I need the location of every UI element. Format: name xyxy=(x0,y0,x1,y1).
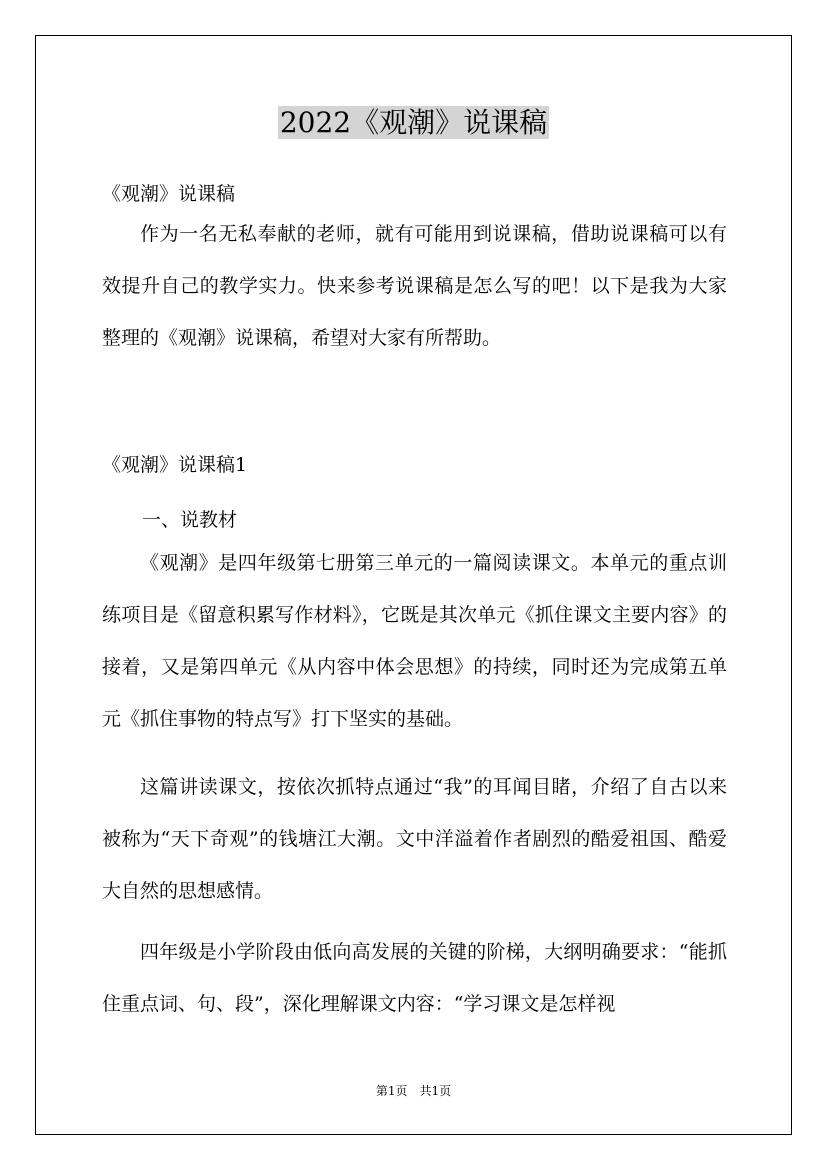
body-paragraph-1: 《观潮》是四年级第七册第三单元的一篇阅读课文。本单元的重点训练项目是《留意积累写作材料》，它既是其次单元《抓住课文主要内容》的接着，又是第四单元《从内容中体会思想》的持续，同时还为完成第五单元《抓住事物的特点写》打下坚实的基础。 xyxy=(102,552,727,730)
document-title-text: 2022《观潮》说课稿 xyxy=(279,106,548,139)
intro-paragraph: 作为一名无私奉献的老师，就有可能用到说课稿，借助说课稿可以有效提升自己的教学实力。快来参考说课稿是怎么写的吧！以下是我为大家整理的《观潮》说课稿，希望对大家有所帮助。 xyxy=(102,223,727,349)
body-paragraph-3: 四年级是小学阶段由低向高发展的关键的阶梯，大纲明确要求：“能抓住重点词、句、段”，深化理解课文内容：“学习课文是怎样视 xyxy=(102,941,727,1015)
body-paragraph-2: 这篇讲读课文，按依次抓特点通过“我”的耳闻目睹，介绍了自古以来被称为“天下奇观”的钱塘江大潮。文中洋溢着作者剧烈的酷爱祖国、酷爱大自然的思想感情。 xyxy=(102,776,727,902)
document-subtitle: 《观潮》说课稿 xyxy=(102,183,236,205)
page-footer: 第1页 共1页 xyxy=(375,1084,452,1098)
document-title xyxy=(0,103,827,143)
subsection-heading: 一、说教材 xyxy=(142,509,238,531)
section-heading: 《观潮》说课稿1 xyxy=(102,454,248,476)
